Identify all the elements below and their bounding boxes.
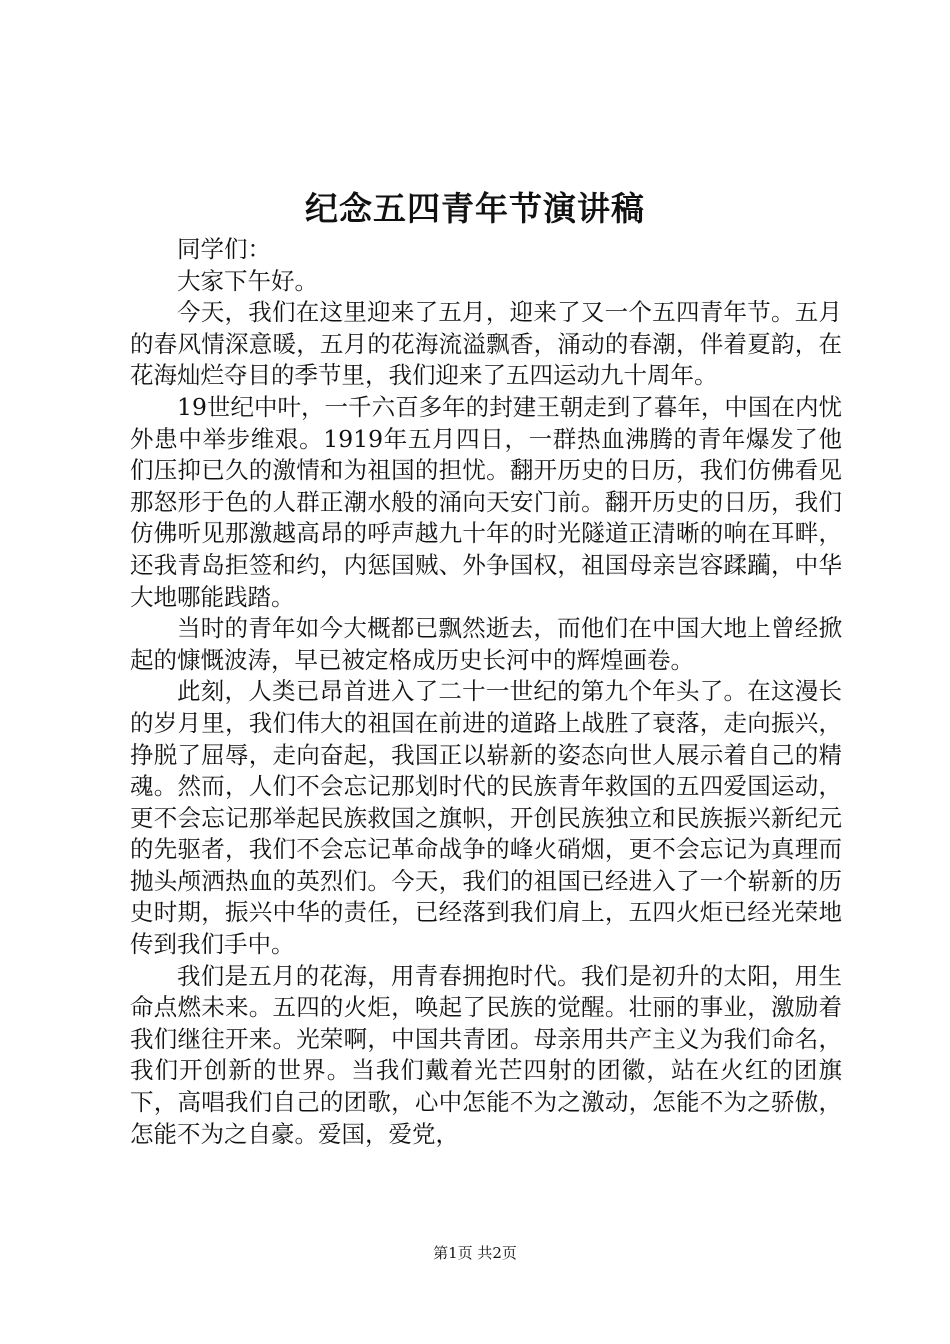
salutation: 同学们： (177, 235, 271, 263)
paragraph: 当时的青年如今大概都已飘然逝去，而他们在中国大地上曾经掀起的慷慨波涛，早已被定格成历史长河中的辉煌画卷。 (130, 614, 842, 674)
paragraph: 此刻，人类已昂首进入了二十一世纪的第九个年头了。在这漫长的岁月里，我们伟大的祖国在前进的道路上战胜了衰落，走向振兴，挣脱了屈辱，走向奋起，我国正以崭新的姿态向世人展示着自己的精魂。然而，人们不会忘记那划时代的民族青年救国的五四爱国运动，更不会忘记那举起民族救国之旗帜，开创民族独立和民族振兴新纪元的先驱者，我们不会忘记革命战争的峰火硝烟，更不会忘记为真理而抛头颅洒热血的英烈们。今天，我们的祖国已经进入了一个崭新的历史时期，振兴中华的责任，已经落到我们肩上，五四火炬已经光荣地传到我们手中。 (130, 677, 842, 959)
document-title: 纪念五四青年节演讲稿 (305, 189, 645, 228)
greeting: 大家下午好。 (177, 266, 318, 295)
paragraph: 今天，我们在这里迎来了五月，迎来了又一个五四青年节。五月的春风情深意暖，五月的花海流溢飘香，涌动的春潮，伴着夏韵，在花海灿烂夺目的季节里，我们迎来了五四运动九十周年。 (130, 298, 842, 390)
paragraph: 我们是五月的花海，用青春拥抱时代。我们是初升的太阳，用生命点燃未来。五四的火炬，唤起了民族的觉醒。壮丽的事业，激励着我们继往开来。光荣啊，中国共青团。母亲用共产主义为我们命名，我们开创新的世界。当我们戴着光芒四射的团徽，站在火红的团旗下，高唱我们自己的团歌，心中怎能不为之激动，怎能不为之骄傲，怎能不为之自豪。爱国，爱党， (130, 961, 842, 1148)
page-number-footer: 第1页 共2页 (433, 1244, 517, 1262)
document-body (130, 234, 842, 1150)
paragraph: 19世纪中叶，一千六百多年的封建王朝走到了暮年，中国在内忧外患中举步维艰。1919年五月四日，一群热血沸腾的青年爆发了他们压抑已久的激情和为祖国的担忧。翻开历史的日历，我们仿佛看见那怒形于色的人群正潮水般的涌向天安门前。翻开历史的日历，我们仿佛听见那激越高昂的呼声越九十年的时光隧道正清晰的响在耳畔，还我青岛拒签和约，内惩国贼、外争国权，祖国母亲岂容蹂躏，中华大地哪能践踏。 (130, 392, 842, 611)
